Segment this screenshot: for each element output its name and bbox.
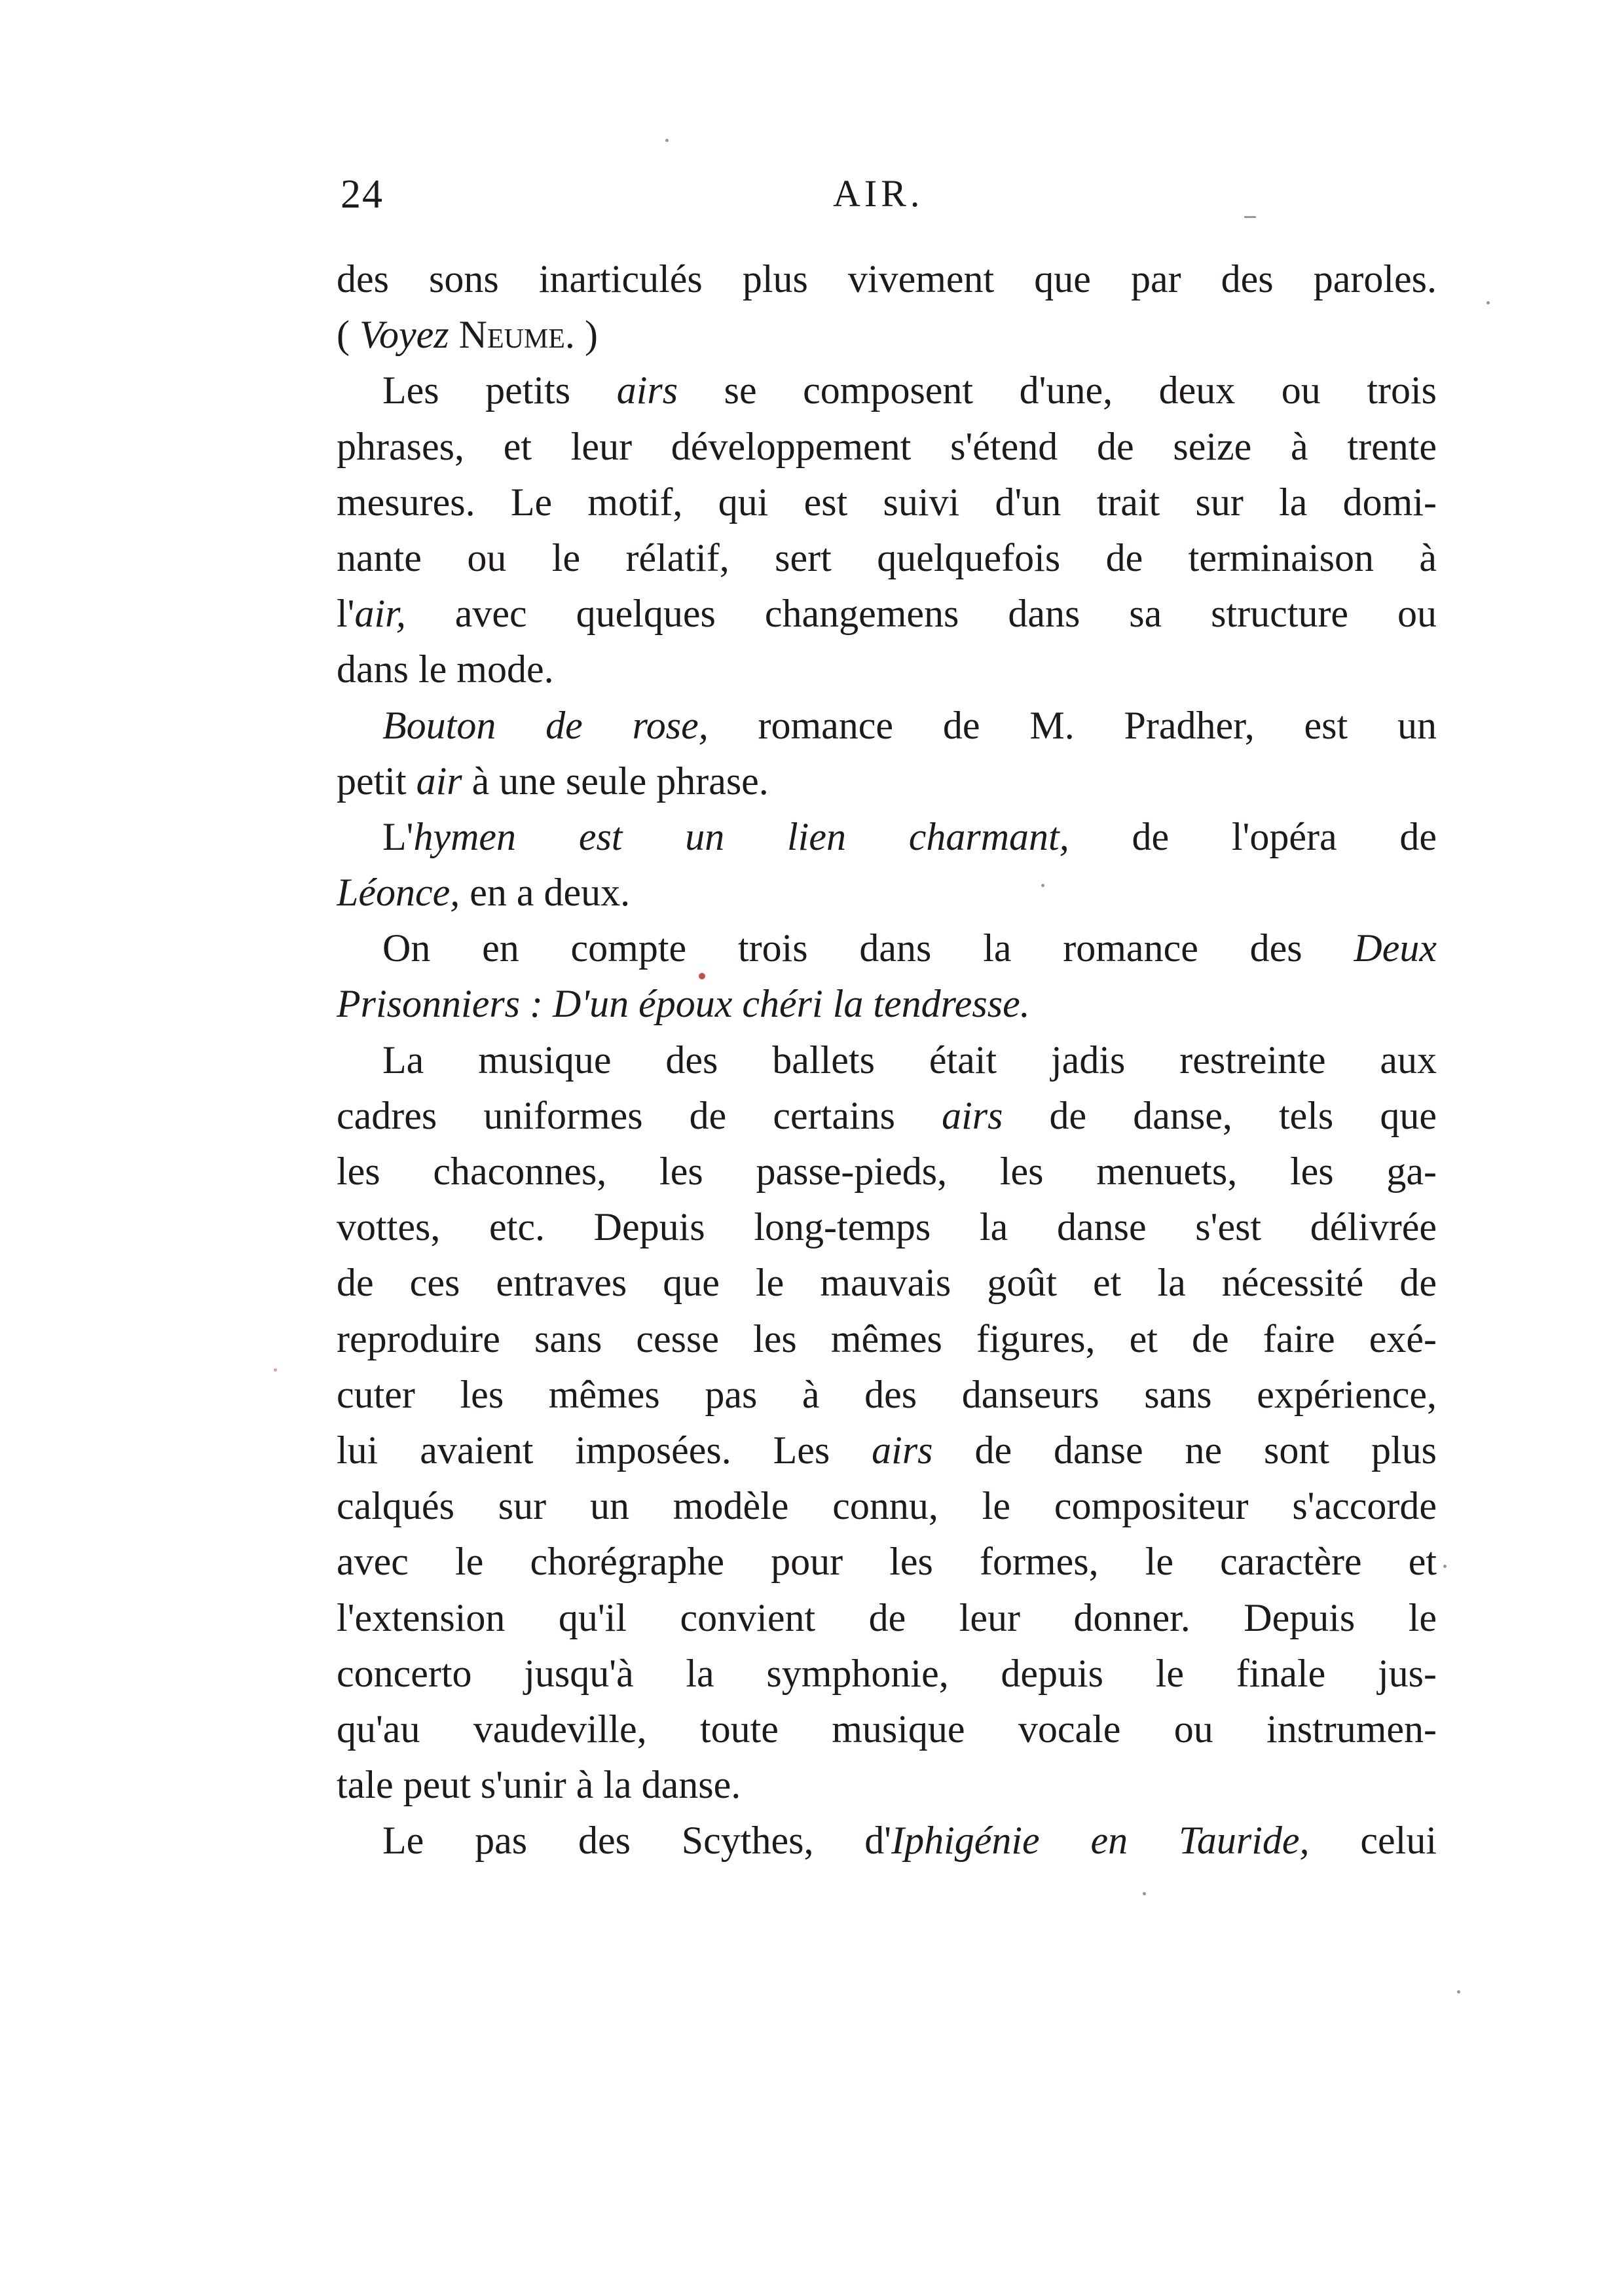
line-text: Le pas des Scythes, d' — [382, 1819, 892, 1863]
line-text: reproduire sans cesse les mêmes figures, et de faire exé- — [337, 1317, 1437, 1360]
line-text: des sons inarticulés plus vivement que par des paroles. — [337, 257, 1437, 301]
line-text: de ces entraves que le mauvais goût et la nécessité de — [337, 1261, 1437, 1305]
line-text: de l'opéra de — [1069, 814, 1437, 858]
line-text: phrases, et leur développement s'étend de seize à trente — [337, 424, 1437, 468]
line-text: lui avaient imposées. Les — [337, 1428, 872, 1472]
line-text: qu'au vaudeville, toute musique vocale ou instrumen- — [337, 1707, 1437, 1751]
ink-mark — [699, 973, 705, 979]
italic-text: Léonce, — [337, 871, 460, 915]
italic-text: Prisonniers : D'un époux chéri la tendresse. — [337, 982, 1030, 1026]
cross-reference: Neume. — [458, 313, 575, 357]
text-line — [337, 363, 1437, 418]
paper-speck — [1457, 1990, 1460, 1994]
italic-text: hymen est un lien charmant, — [413, 814, 1069, 858]
text-line — [337, 865, 1437, 920]
paper-speck — [1143, 1892, 1146, 1895]
text-line — [337, 1088, 1437, 1144]
line-text: vottes, etc. Depuis long-temps la danse s'est délivrée — [337, 1205, 1437, 1249]
line-text: cadres uniformes de certains — [337, 1093, 942, 1137]
line-text: les chaconnes, les passe-pieds, les menuets, les ga- — [337, 1150, 1437, 1193]
text-line — [337, 1199, 1437, 1255]
line-text: petit — [337, 759, 416, 803]
text-line — [337, 698, 1437, 754]
line-text: de danse, tels que — [1003, 1093, 1437, 1137]
text-line — [337, 251, 1437, 307]
text-line — [337, 586, 1437, 642]
text-line — [337, 475, 1437, 530]
line-text: se composent d'une, deux ou trois — [678, 369, 1437, 412]
line-text: à une seule phrase. — [462, 759, 769, 803]
text-line — [337, 1590, 1437, 1646]
text-line — [337, 1757, 1437, 1813]
text-line — [337, 809, 1437, 865]
text-line — [337, 1255, 1437, 1311]
line-text: en a deux. — [460, 871, 631, 915]
paper-speck — [274, 1368, 277, 1372]
line-text: celui — [1309, 1819, 1437, 1863]
paper-speck — [1486, 301, 1490, 304]
text-line — [337, 1311, 1437, 1367]
line-text: L' — [382, 814, 414, 858]
paper-speck — [1443, 1565, 1447, 1568]
page-header — [341, 172, 1434, 230]
body-text — [337, 251, 1437, 1868]
line-text: ( — [337, 313, 360, 357]
italic-text: Deux — [1354, 926, 1437, 970]
text-line — [337, 307, 1437, 363]
text-line — [337, 1032, 1437, 1088]
paper-speck — [665, 139, 669, 142]
text-line — [337, 642, 1437, 697]
italic-text: air — [416, 759, 462, 803]
text-line — [337, 1423, 1437, 1478]
text-line — [337, 530, 1437, 586]
text-line — [337, 1367, 1437, 1423]
text-line — [337, 1646, 1437, 1702]
italic-text: Iphigénie en Tauride, — [891, 1819, 1310, 1863]
italic-text: air, — [354, 592, 406, 636]
text-line — [337, 1702, 1437, 1757]
text-line — [337, 1534, 1437, 1590]
italic-text: Voyez — [359, 313, 449, 357]
line-text: avec quelques changemens dans sa structure ou — [405, 592, 1437, 636]
text-line — [337, 754, 1437, 809]
page-number: 24 — [341, 172, 384, 217]
line-text: On en compte trois dans la romance des — [382, 926, 1354, 970]
line-text: de danse ne sont plus — [932, 1428, 1437, 1472]
text-line — [337, 976, 1437, 1032]
line-text: mesures. Le motif, qui est suivi d'un trait sur la domi- — [337, 480, 1437, 524]
line-text: avec le chorégraphe pour les formes, le caractère et — [337, 1540, 1437, 1584]
italic-text: airs — [872, 1428, 933, 1472]
text-line — [337, 1144, 1437, 1199]
text-line — [337, 920, 1437, 976]
text-line — [337, 1813, 1437, 1868]
text-line — [337, 1478, 1437, 1534]
line-text: ) — [574, 313, 598, 357]
line-text: La musique des ballets était jadis restreinte aux — [382, 1038, 1437, 1082]
text-line — [337, 419, 1437, 475]
running-head: AIR. — [833, 172, 924, 215]
italic-text: airs — [942, 1093, 1003, 1137]
line-text: Les petits — [382, 369, 617, 412]
line-text: nante ou le rélatif, sert quelquefois de terminaison à — [337, 536, 1437, 579]
line-text: l' — [337, 592, 355, 636]
paper-speck — [1041, 884, 1044, 887]
italic-text: airs — [616, 369, 678, 412]
line-text: dans le mode. — [337, 647, 554, 691]
line-text: calqués sur un modèle connu, le compositeur s'accorde — [337, 1484, 1437, 1528]
italic-text: Bouton de rose, — [382, 703, 709, 747]
line-text: concerto jusqu'à la symphonie, depuis le finale jus- — [337, 1651, 1437, 1695]
line-text: l'extension qu'il convient de leur donner. Depuis le — [337, 1595, 1437, 1639]
paper-speck — [1244, 216, 1256, 218]
line-text: tale peut s'unir à la danse. — [337, 1763, 741, 1807]
line-text: cuter les mêmes pas à des danseurs sans expérience, — [337, 1372, 1437, 1416]
line-text: romance de M. Pradher, est un — [708, 703, 1437, 747]
